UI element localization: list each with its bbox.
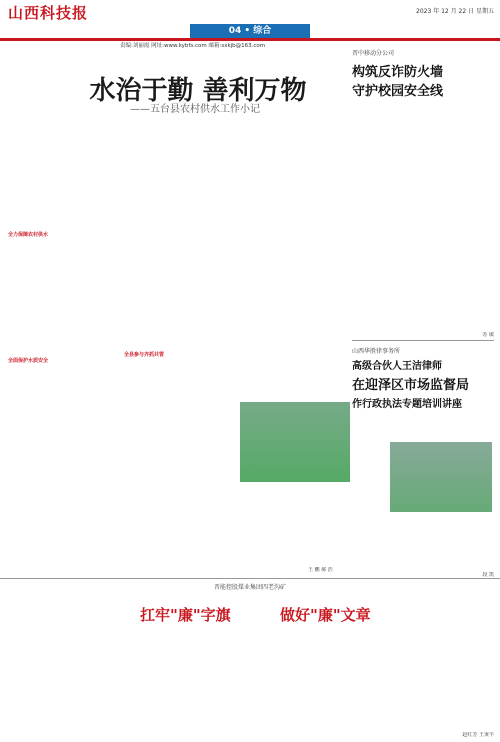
bottom-banner: 晋能控股煤业集团四老沟矿 bbox=[213, 584, 286, 591]
bottom-byline: 赵红芳 王秉羊 bbox=[462, 732, 494, 738]
lead-col-1 bbox=[8, 122, 118, 577]
right-bottom-title-1: 高级合伙人王洁律师 bbox=[352, 361, 442, 372]
right-top-kicker: 晋中移动分公司 bbox=[352, 50, 395, 57]
bottom-right-title: 做好"廉"文章 bbox=[280, 606, 371, 624]
bottom-divider bbox=[0, 578, 500, 579]
right-bottom-photo bbox=[390, 442, 492, 512]
bottom-left-title: 扛牢"廉"字旗 bbox=[140, 606, 231, 624]
lead-body bbox=[8, 122, 348, 577]
right-top-article bbox=[352, 48, 494, 338]
lead-subhead-2: 全面保护水质安全 bbox=[8, 358, 49, 364]
right-top-title: 构筑反诈防火墙 守护校园安全线 bbox=[352, 65, 444, 99]
lead-subhead-3: 全县参与齐抓共管 bbox=[124, 352, 165, 358]
contact-line: 责编:刘丽霞 网址:www.kybfs.com 邮箱:sxkjb@163.com bbox=[120, 43, 266, 49]
lead-col-2 bbox=[124, 122, 234, 577]
lead-photo bbox=[240, 402, 350, 482]
right-bottom-kicker: 山西华胜律事务所 bbox=[352, 348, 401, 355]
right-bottom-title-2: 在迎泽区市场监督局 bbox=[352, 378, 470, 393]
right-bottom-title-3: 作行政执法专题培训讲座 bbox=[352, 399, 462, 410]
masthead-logo: 山西科技报 bbox=[8, 4, 89, 22]
right-top-byline: 苏 敏 bbox=[482, 332, 494, 338]
right-divider bbox=[352, 340, 494, 341]
right-bottom-byline: 段 凯 bbox=[482, 572, 494, 578]
lead-subhead-1: 全力保障农村供水 bbox=[8, 232, 49, 238]
right-bottom-article bbox=[352, 346, 494, 578]
issue-date: 2023 年 12 月 22 日 星期五 bbox=[416, 8, 494, 15]
lead-title: 水治于勤 善利万物 bbox=[89, 76, 307, 106]
lead-byline: 王 鹏 郝 浩 bbox=[308, 567, 333, 573]
section-band: 04 • 综合 bbox=[190, 24, 310, 38]
lead-subtitle: ——五台县农村供水工作小记 bbox=[130, 104, 260, 115]
